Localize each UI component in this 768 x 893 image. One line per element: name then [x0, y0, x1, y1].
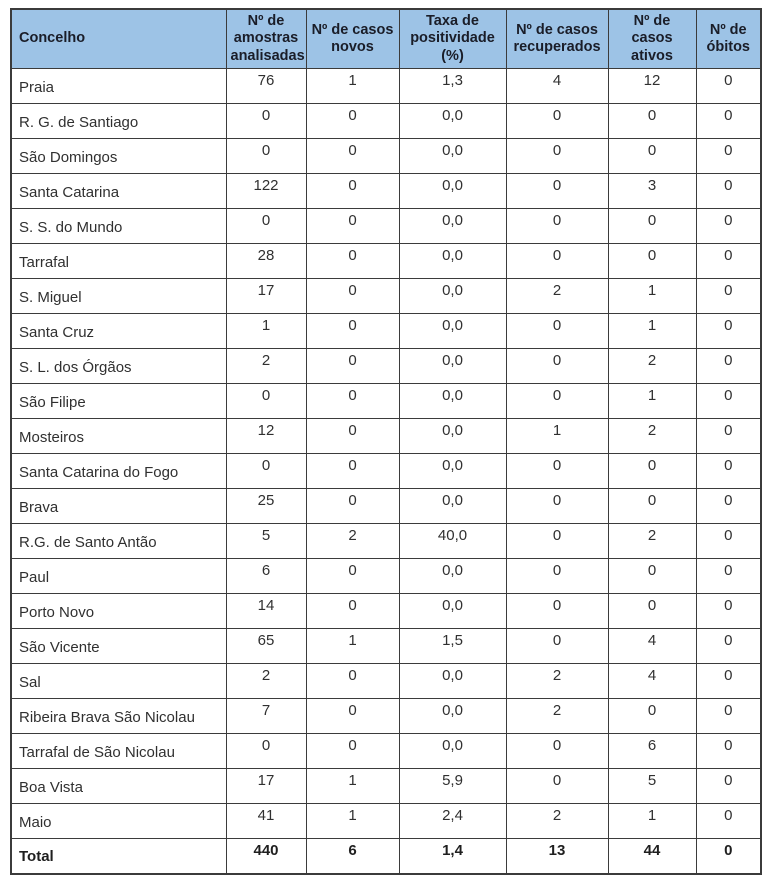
- value-cell: 12: [226, 419, 306, 454]
- value-cell: 0: [696, 629, 761, 664]
- value-cell: 0: [306, 489, 399, 524]
- concelho-cell: Tarrafal de São Nicolau: [11, 734, 226, 769]
- value-cell: 0: [226, 104, 306, 139]
- concelho-cell: Sal: [11, 664, 226, 699]
- concelho-cell: Ribeira Brava São Nicolau: [11, 699, 226, 734]
- concelho-cell: Boa Vista: [11, 769, 226, 804]
- concelho-cell: S. L. dos Órgãos: [11, 349, 226, 384]
- value-cell: 0: [696, 699, 761, 734]
- value-cell: 0: [696, 419, 761, 454]
- table-row: [11, 489, 761, 524]
- value-cell: 0: [696, 139, 761, 174]
- concelho-cell: Total: [11, 839, 226, 874]
- value-cell: 2: [226, 349, 306, 384]
- total-row: [11, 839, 761, 874]
- value-cell: 0: [608, 699, 696, 734]
- value-cell: 0: [506, 489, 608, 524]
- column-header: Nº de óbitos: [696, 9, 761, 69]
- value-cell: 0: [696, 594, 761, 629]
- value-cell: 0: [608, 209, 696, 244]
- table-row: [11, 664, 761, 699]
- value-cell: 0: [306, 384, 399, 419]
- value-cell: 1: [226, 314, 306, 349]
- column-header: Nº de amostras analisadas: [226, 9, 306, 69]
- concelho-cell: São Domingos: [11, 139, 226, 174]
- value-cell: 4: [608, 629, 696, 664]
- concelho-cell: Paul: [11, 559, 226, 594]
- value-cell: 0: [306, 419, 399, 454]
- concelho-cell: Santa Catarina: [11, 174, 226, 209]
- value-cell: 0: [506, 349, 608, 384]
- value-cell: 0: [506, 244, 608, 279]
- concelho-cell: R.G. de Santo Antão: [11, 524, 226, 559]
- value-cell: 40,0: [399, 524, 506, 559]
- value-cell: 1: [306, 804, 399, 839]
- value-cell: 0: [608, 594, 696, 629]
- value-cell: 0: [306, 104, 399, 139]
- value-cell: 0: [696, 524, 761, 559]
- value-cell: 0,0: [399, 454, 506, 489]
- table-row: [11, 419, 761, 454]
- value-cell: 1: [306, 629, 399, 664]
- value-cell: 14: [226, 594, 306, 629]
- value-cell: 2,4: [399, 804, 506, 839]
- value-cell: 0: [226, 384, 306, 419]
- value-cell: 0: [608, 244, 696, 279]
- concelho-cell: S. S. do Mundo: [11, 209, 226, 244]
- value-cell: 0,0: [399, 174, 506, 209]
- concelho-cell: Maio: [11, 804, 226, 839]
- value-cell: 0: [696, 349, 761, 384]
- value-cell: 0: [506, 209, 608, 244]
- value-cell: 25: [226, 489, 306, 524]
- value-cell: 0: [696, 384, 761, 419]
- value-cell: 0,0: [399, 139, 506, 174]
- value-cell: 2: [608, 349, 696, 384]
- value-cell: 0,0: [399, 734, 506, 769]
- value-cell: 2: [506, 664, 608, 699]
- column-header-concelho: Concelho: [11, 9, 226, 69]
- concelho-cell: São Filipe: [11, 384, 226, 419]
- value-cell: 0: [506, 524, 608, 559]
- value-cell: 1: [608, 804, 696, 839]
- value-cell: 0: [506, 734, 608, 769]
- table-body: [11, 69, 761, 874]
- concelho-cell: R. G. de Santiago: [11, 104, 226, 139]
- value-cell: 1: [608, 384, 696, 419]
- value-cell: 2: [506, 279, 608, 314]
- value-cell: 1,5: [399, 629, 506, 664]
- value-cell: 0: [506, 139, 608, 174]
- value-cell: 4: [608, 664, 696, 699]
- concelho-cell: S. Miguel: [11, 279, 226, 314]
- value-cell: 0: [306, 699, 399, 734]
- table-row: [11, 734, 761, 769]
- table-row: [11, 244, 761, 279]
- value-cell: 1: [506, 419, 608, 454]
- value-cell: 17: [226, 279, 306, 314]
- header-row: [11, 9, 761, 69]
- table-row: [11, 139, 761, 174]
- table-row: [11, 104, 761, 139]
- value-cell: 0: [696, 559, 761, 594]
- value-cell: 13: [506, 839, 608, 874]
- value-cell: 0: [306, 279, 399, 314]
- value-cell: 0: [696, 279, 761, 314]
- value-cell: 0: [696, 209, 761, 244]
- value-cell: 0,0: [399, 419, 506, 454]
- value-cell: 0: [506, 174, 608, 209]
- value-cell: 0: [608, 559, 696, 594]
- concelho-cell: Mosteiros: [11, 419, 226, 454]
- table-row: [11, 524, 761, 559]
- concelho-cell: Tarrafal: [11, 244, 226, 279]
- table-row: [11, 804, 761, 839]
- column-header: Nº de casos novos: [306, 9, 399, 69]
- value-cell: 2: [306, 524, 399, 559]
- value-cell: 0: [696, 734, 761, 769]
- value-cell: 2: [506, 699, 608, 734]
- value-cell: 0: [696, 769, 761, 804]
- value-cell: 0: [696, 489, 761, 524]
- value-cell: 0,0: [399, 314, 506, 349]
- table-row: [11, 559, 761, 594]
- value-cell: 1: [306, 769, 399, 804]
- value-cell: 2: [608, 419, 696, 454]
- value-cell: 2: [608, 524, 696, 559]
- value-cell: 0: [306, 664, 399, 699]
- value-cell: 6: [226, 559, 306, 594]
- value-cell: 0: [696, 314, 761, 349]
- value-cell: 41: [226, 804, 306, 839]
- value-cell: 0,0: [399, 594, 506, 629]
- value-cell: 0,0: [399, 559, 506, 594]
- value-cell: 0,0: [399, 664, 506, 699]
- value-cell: 6: [608, 734, 696, 769]
- value-cell: 1: [608, 279, 696, 314]
- concelho-cell: São Vicente: [11, 629, 226, 664]
- value-cell: 1: [306, 69, 399, 104]
- value-cell: 17: [226, 769, 306, 804]
- concelho-cell: Porto Novo: [11, 594, 226, 629]
- value-cell: 0: [306, 209, 399, 244]
- table-row: [11, 629, 761, 664]
- value-cell: 0: [506, 594, 608, 629]
- column-header: Taxa de positividade (%): [399, 9, 506, 69]
- value-cell: 0: [696, 244, 761, 279]
- value-cell: 0: [506, 454, 608, 489]
- value-cell: 0: [306, 174, 399, 209]
- value-cell: 0: [696, 664, 761, 699]
- table-row: [11, 209, 761, 244]
- value-cell: 0: [506, 104, 608, 139]
- value-cell: 0: [306, 244, 399, 279]
- column-header: Nº de casos recuperados: [506, 9, 608, 69]
- value-cell: 0: [608, 489, 696, 524]
- table-row: [11, 349, 761, 384]
- value-cell: 0,0: [399, 699, 506, 734]
- value-cell: 44: [608, 839, 696, 874]
- value-cell: 0: [506, 769, 608, 804]
- value-cell: 0: [696, 839, 761, 874]
- value-cell: 0,0: [399, 209, 506, 244]
- table-row: [11, 454, 761, 489]
- table-row: [11, 699, 761, 734]
- value-cell: 0: [506, 384, 608, 419]
- table-row: [11, 769, 761, 804]
- table-row: [11, 594, 761, 629]
- value-cell: 1,4: [399, 839, 506, 874]
- value-cell: 6: [306, 839, 399, 874]
- table-row: [11, 69, 761, 104]
- value-cell: 0,0: [399, 384, 506, 419]
- value-cell: 0: [306, 349, 399, 384]
- concelho-cell: Santa Catarina do Fogo: [11, 454, 226, 489]
- value-cell: 0: [608, 104, 696, 139]
- value-cell: 0: [506, 314, 608, 349]
- value-cell: 3: [608, 174, 696, 209]
- value-cell: 28: [226, 244, 306, 279]
- value-cell: 0: [506, 559, 608, 594]
- value-cell: 0,0: [399, 104, 506, 139]
- value-cell: 122: [226, 174, 306, 209]
- value-cell: 0,0: [399, 279, 506, 314]
- value-cell: 0: [226, 209, 306, 244]
- table-row: [11, 384, 761, 419]
- value-cell: 1: [608, 314, 696, 349]
- value-cell: 0: [306, 314, 399, 349]
- value-cell: 4: [506, 69, 608, 104]
- table-row: [11, 314, 761, 349]
- value-cell: 0: [306, 734, 399, 769]
- value-cell: 0: [306, 559, 399, 594]
- value-cell: 65: [226, 629, 306, 664]
- value-cell: 0: [696, 804, 761, 839]
- column-header: Nº de casos ativos: [608, 9, 696, 69]
- value-cell: 0: [306, 454, 399, 489]
- value-cell: 0: [696, 174, 761, 209]
- value-cell: 2: [506, 804, 608, 839]
- concelho-cell: Santa Cruz: [11, 314, 226, 349]
- value-cell: 2: [226, 664, 306, 699]
- value-cell: 0,0: [399, 244, 506, 279]
- value-cell: 0: [696, 69, 761, 104]
- value-cell: 5: [226, 524, 306, 559]
- concelho-cell: Brava: [11, 489, 226, 524]
- value-cell: 7: [226, 699, 306, 734]
- value-cell: 0,0: [399, 349, 506, 384]
- value-cell: 1,3: [399, 69, 506, 104]
- value-cell: 0: [306, 139, 399, 174]
- table-row: [11, 174, 761, 209]
- value-cell: 0: [608, 139, 696, 174]
- value-cell: 0: [696, 104, 761, 139]
- value-cell: 12: [608, 69, 696, 104]
- value-cell: 0: [306, 594, 399, 629]
- value-cell: 0: [696, 454, 761, 489]
- value-cell: 5,9: [399, 769, 506, 804]
- value-cell: 0: [506, 629, 608, 664]
- value-cell: 76: [226, 69, 306, 104]
- value-cell: 0: [226, 139, 306, 174]
- concelho-cell: Praia: [11, 69, 226, 104]
- concelho-covid-table: [10, 8, 762, 875]
- table-row: [11, 279, 761, 314]
- value-cell: 0: [226, 454, 306, 489]
- value-cell: 5: [608, 769, 696, 804]
- value-cell: 0: [608, 454, 696, 489]
- value-cell: 0,0: [399, 489, 506, 524]
- value-cell: 0: [226, 734, 306, 769]
- value-cell: 440: [226, 839, 306, 874]
